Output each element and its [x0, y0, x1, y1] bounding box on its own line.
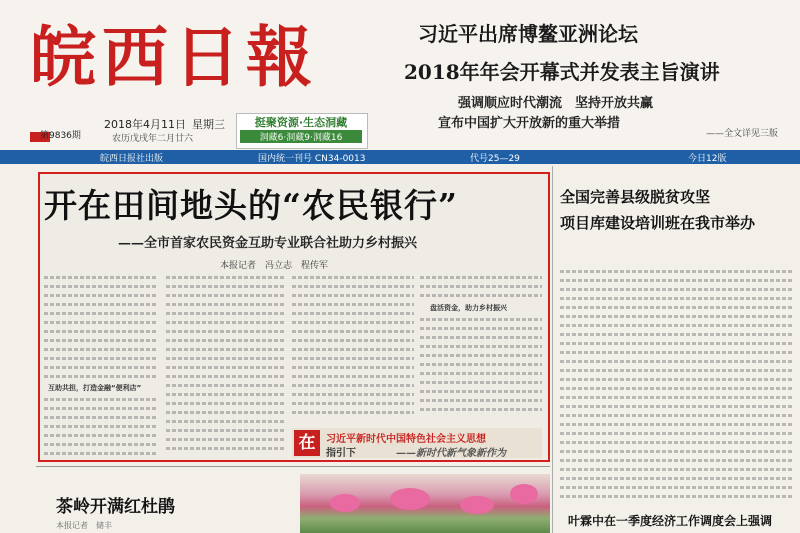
page-count: 今日12版 — [688, 154, 727, 164]
ad-badge-title: 挺聚资源·生态洞藏 — [254, 116, 348, 129]
story-column-3 — [292, 272, 414, 422]
lunar-date: 农历戊戌年二月廿六 — [112, 134, 194, 144]
main-story-subtitle: ——全市首家农民资金互助专业联合社助力乡村振兴 — [118, 236, 418, 251]
top-headline-sub2: 宣布中国扩大开放新的重大举措 — [438, 116, 621, 131]
issue-date: 2018年4月11日 — [104, 118, 186, 131]
promo-line2: 指引下 — [326, 448, 356, 459]
section-heading-1: 互助共担，打造金融“便利店” — [48, 384, 142, 392]
right-headline-1[interactable]: 全国完善县级脱贫攻坚 — [560, 188, 711, 206]
story-column-2 — [166, 272, 286, 458]
cn-number: 国内统一刊号 CN34-0013 — [258, 154, 366, 164]
azalea-photo — [300, 474, 550, 533]
issue-weekday: 星期三 — [192, 118, 225, 131]
bottom-byline: 本报记者 储丰 — [56, 521, 112, 530]
section-heading-2: 盘活资金，助力乡村振兴 — [430, 304, 507, 312]
column-divider — [552, 166, 553, 533]
story-column-1 — [44, 272, 158, 458]
promo-slogan: ——新时代新气象新作为 — [396, 448, 506, 459]
section-divider — [36, 466, 550, 467]
top-headline-note: ——全文详见三版 — [706, 129, 779, 139]
top-headline-sub1: 强调顺应时代潮流 坚持开放共赢 — [458, 96, 654, 111]
promo-line1: 习近平新时代中国特色社会主义思想 — [326, 434, 486, 445]
publication-info-bar — [0, 150, 800, 164]
promo-label-icon: 在 — [294, 430, 320, 456]
story-column-4 — [420, 272, 542, 422]
newspaper-logo: 皖西日報 — [30, 18, 318, 96]
right-story-body — [560, 266, 792, 506]
right-footer-headline[interactable]: 叶霖中在一季度经济工作调度会上强调 — [568, 514, 773, 528]
ad-badge-subtitle: 洞藏6·洞藏9·洞藏16 — [240, 130, 362, 143]
main-story-title[interactable]: 开在田间地头的“农民银行” — [44, 186, 458, 225]
main-story-byline: 本报记者 冯立志 程传军 — [220, 261, 329, 271]
postal-code: 代号25—29 — [470, 154, 520, 164]
top-headline-line1: 习近平出席博鳌亚洲论坛 — [418, 22, 638, 46]
publisher-label: 皖西日报社出版 — [100, 154, 164, 164]
bottom-headline[interactable]: 茶岭开满红杜鹃 — [56, 497, 175, 517]
top-headline-line2: 2018年年会开幕式并发表主旨演讲 — [404, 60, 720, 84]
right-headline-2[interactable]: 项目库建设培训班在我市举办 — [560, 214, 756, 232]
issue-number: 第9836期 — [40, 131, 81, 141]
